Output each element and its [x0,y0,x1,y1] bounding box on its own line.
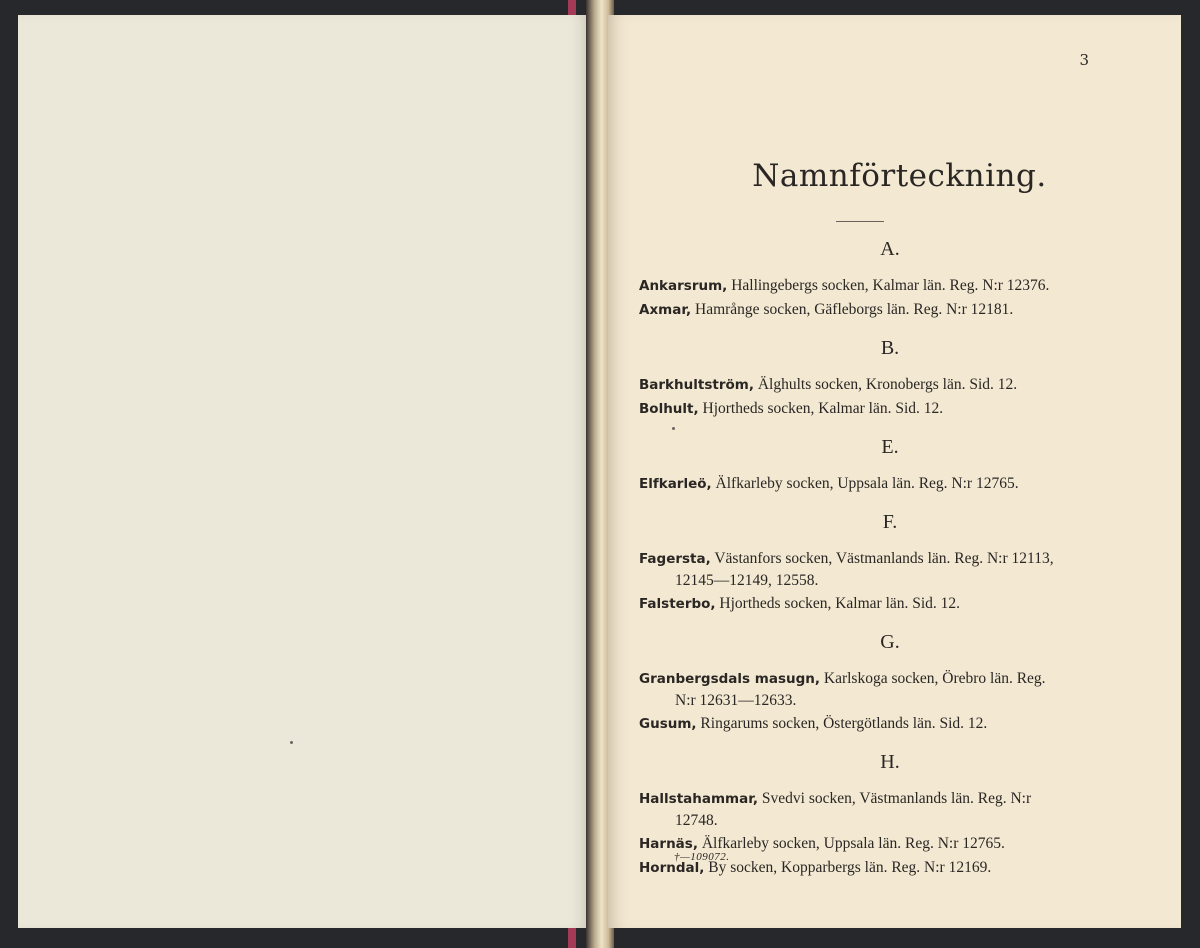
entry-description: Karlskoga socken, Örebro län. Reg. [823,670,1046,687]
entry-continuation: 12748. [675,812,718,829]
place-name: Elfkarleö, [639,476,712,492]
index-section [639,237,1119,321]
place-name: Granbergsdals masugn, [639,671,820,687]
right-page [608,15,1181,928]
index-entry [639,548,1119,591]
place-name: Ankarsrum, [639,278,728,294]
entry-description: Älfkarleby socken, Uppsala län. Reg. N:r 12765. [715,475,1019,492]
entry-description: Hallingebergs socken, Kalmar län. Reg. N:r 12376. [731,277,1050,294]
page-title: Namnförteckning. [752,158,1047,194]
index-entry [639,593,1119,615]
entry-continuation: 12145—12149, 12558. [675,572,819,589]
entry-description: Älfkarleby socken, Uppsala län. Reg. N:r 12765. [701,835,1005,852]
place-name: Fagersta, [639,551,711,567]
index-entry [639,473,1119,495]
entry-continuation: N:r 12631—12633. [675,692,797,709]
entry-description: Hjortheds socken, Kalmar län. Sid. 12. [702,400,944,417]
entry-description: By socken, Kopparbergs län. Reg. N:r 12169. [708,859,992,876]
entry-description: Västanfors socken, Västmanlands län. Reg. N:r 12113, [714,550,1054,567]
index-entry [639,668,1119,711]
left-blank-page [18,15,590,928]
index-entry [639,374,1119,396]
place-name: Barkhultström, [639,377,754,393]
footnote: †—109072. [674,851,730,863]
paper-speck [290,741,293,744]
entry-description: Hjortheds socken, Kalmar län. Sid. 12. [719,595,961,612]
index-section [639,435,1119,495]
section-letter: G. [880,631,900,653]
index-entry [639,275,1119,297]
section-letter: A. [880,238,900,260]
entry-description: Ringarums socken, Östergötlands län. Sid. 12. [700,715,988,732]
index-section [639,510,1119,615]
index-section [639,630,1119,735]
place-name: Harnäs, [639,836,698,852]
place-name: Gusum, [639,716,697,732]
section-letter: F. [882,511,898,533]
paper-speck [672,427,675,430]
place-name: Falsterbo, [639,596,716,612]
title-rule [836,221,884,222]
place-name: Axmar, [639,302,692,318]
section-letter: E. [881,436,899,458]
place-name: Hallstahammar, [639,791,759,807]
page-number: 3 [1079,51,1089,69]
index-entry [639,788,1119,831]
entry-description: Hamrånge socken, Gäfleborgs län. Reg. N:r 12181. [695,301,1014,318]
index-entry [639,713,1119,735]
index-section [639,336,1119,420]
section-letter: H. [880,751,900,773]
place-name: Horndal, [639,860,705,876]
entry-description: Svedvi socken, Västmanlands län. Reg. N:r [761,790,1032,807]
spine-ribbon-top [568,0,576,15]
entry-description: Älghults socken, Kronobergs län. Sid. 12. [757,376,1018,393]
index-entry [639,299,1119,321]
spine-ribbon-bottom [568,928,576,948]
place-name: Bolhult, [639,401,699,417]
index-entry [639,398,1119,420]
section-letter: B. [880,337,900,359]
index-sections [639,237,1119,894]
